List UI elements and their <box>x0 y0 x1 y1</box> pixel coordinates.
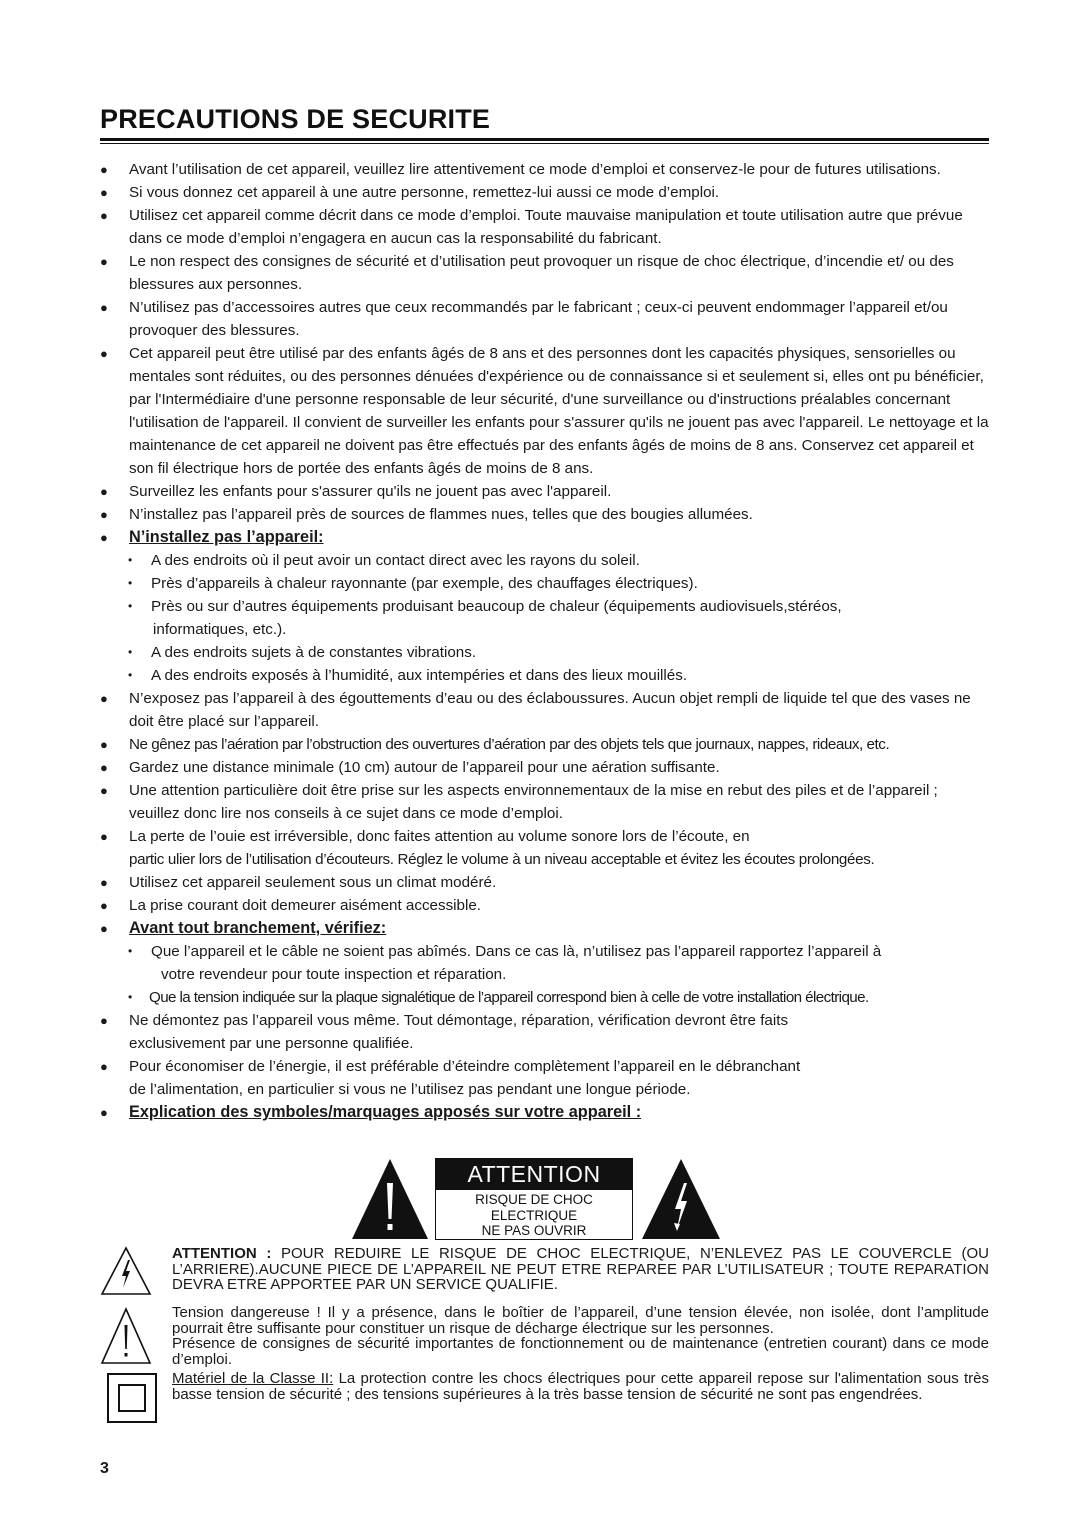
warning-label-line: NE PAS OUVRIR <box>481 1223 587 1238</box>
item-text: Utilisez cet appareil comme décrit dans ce mode d’emploi. Toute mauvaise manipulation et toute utilisation autre que prévue dans ce mode d’emploi n’engagera en aucun cas la responsabilité du fabricant. <box>129 207 963 247</box>
list-item <box>100 250 989 296</box>
bullet-icon: ● <box>100 898 108 913</box>
item-text: de l’alimentation, en particulier si vous ne l’utilisez pas pendant une longue période. <box>129 1081 691 1098</box>
sub-item <box>100 986 989 1009</box>
warning-label-line: ELECTRIQUE <box>490 1207 578 1223</box>
lightning-outline-icon <box>100 1246 152 1296</box>
title-rule-thick <box>100 138 989 141</box>
lightning-triangle-icon <box>640 1157 722 1241</box>
bullet-icon: ● <box>100 185 108 200</box>
section-heading-connection <box>100 917 989 940</box>
symbol-text-body: Présence de consignes de sécurité importantes de fonctionnement ou de maintenance (entretien courant) dans ce mode d’emploi. <box>172 1335 989 1368</box>
item-text: N’exposez pas l’appareil à des égouttements d’eau ou des éclaboussures. Aucun objet rempli de liquide tel que des vases ne doit être placé sur l’appareil. <box>129 690 971 730</box>
list-item <box>100 158 989 181</box>
list-item <box>100 296 989 342</box>
sub-item-text: Près d’appareils à chaleur rayonnante (par exemple, des chauffages électriques). <box>151 575 698 592</box>
symbol-text <box>172 1371 989 1402</box>
bullet-icon: ● <box>100 484 108 499</box>
item-text: partic ulier lors de l’utilisation d’écouteurs. Réglez le volume à un niveau acceptable et évitez les écoutes prolongées. <box>129 851 875 868</box>
bullet-icon: ● <box>100 875 108 890</box>
warning-banner <box>350 1157 722 1243</box>
list-item <box>100 1009 989 1055</box>
item-text: N’installez pas l’appareil près de sources de flammes nues, telles que des bougies allumées. <box>129 506 753 523</box>
bullet-icon: ● <box>100 1059 108 1074</box>
symbol-text <box>172 1305 989 1367</box>
symbol-text-body: Tension dangereuse ! Il y a présence, dans le boîtier de l’appareil, d’une tension élevée, non isolée, dont l’amplitude pourrait être suffisante pour constituer un risque de décharge électrique sur les personnes. <box>172 1304 989 1337</box>
item-text: exclusivement par une personne qualifiée. <box>129 1035 414 1052</box>
sub-item-text: votre revendeur pour toute inspection et réparation. <box>161 966 507 983</box>
sub-item-text: A des endroits où il peut avoir un contact direct avec les rayons du soleil. <box>151 552 640 569</box>
bullet-icon: ● <box>100 507 108 522</box>
exclamation-triangle-icon <box>350 1157 430 1241</box>
bullet-icon: ● <box>100 254 108 269</box>
symbol-text-lead: ATTENTION : <box>172 1245 272 1262</box>
sub-item-text: informatiques, etc.). <box>153 621 287 638</box>
sub-item-text: A des endroits exposés à l’humidité, aux intempéries et dans des lieux mouillés. <box>151 667 688 684</box>
list-item <box>100 756 989 779</box>
precautions-list <box>100 158 989 1124</box>
list-item <box>100 825 989 871</box>
heading-text: Explication des symboles/marquages apposés sur votre appareil : <box>129 1103 642 1121</box>
symbol-text <box>172 1246 989 1293</box>
list-item <box>100 342 989 480</box>
item-text: Gardez une distance minimale (10 cm) autour de l’appareil pour une aération suffisante. <box>129 759 720 776</box>
list-item <box>100 503 989 526</box>
symbol-row-exclamation <box>100 1305 989 1367</box>
sub-bullet-icon: • <box>128 990 132 1004</box>
bullet-icon: ● <box>100 1013 108 1028</box>
bullet-icon: ● <box>100 530 108 545</box>
section-heading-installation <box>100 526 989 549</box>
sub-item-text: A des endroits sujets à de constantes vibrations. <box>151 644 477 661</box>
exclamation-outline-icon <box>100 1307 152 1365</box>
item-text: Une attention particulière doit être prise sur les aspects environnementaux de la mise en rebut des piles et de l’appareil ; veuillez donc lire nos conseils à ce sujet dans ce mode d’emploi. <box>129 782 938 822</box>
list-item <box>100 480 989 503</box>
bullet-icon: ● <box>100 921 108 936</box>
symbol-text-lead: Matériel de la Classe II: <box>172 1370 334 1387</box>
list-item <box>100 687 989 733</box>
item-text: Avant l’utilisation de cet appareil, veuillez lire attentivement ce mode d’emploi et conservez-le pour de futures utilisations. <box>129 161 941 178</box>
item-text: Si vous donnez cet appareil à une autre personne, remettez-lui aussi ce mode d’emploi. <box>129 184 720 201</box>
sub-item <box>100 572 989 595</box>
bullet-icon: ● <box>100 1105 108 1120</box>
item-text: La prise courant doit demeurer aisément accessible. <box>129 897 482 914</box>
warning-label-line: RISQUE DE CHOC <box>475 1192 593 1207</box>
list-item <box>100 1055 989 1101</box>
sub-item <box>100 641 989 664</box>
sub-bullet-icon: • <box>128 576 133 590</box>
sub-bullet-icon: • <box>128 553 133 567</box>
item-text: Surveillez les enfants pour s'assurer qu'ils ne jouent pas avec l'appareil. <box>129 483 612 500</box>
bullet-icon: ● <box>100 208 108 223</box>
warning-label-header: ATTENTION <box>436 1159 632 1190</box>
item-text: Ne gênez pas l’aération par l’obstruction des ouvertures d’aération par des objets tels que journaux, nappes, rideaux, etc. <box>129 736 890 753</box>
item-text: Cet appareil peut être utilisé par des enfants âgés de 8 ans et des personnes dont les capacités physiques, sensorielles ou mentales sont réduites, ou des personnes dénuées d'expérience ou de connaissance si et seulement si, elles ont pu bénéficier, par l'Intermédiaire d'une personne responsable de leur sécurité, d'une surveillance ou d'instructions préalables concernant l'utilisation de l'appareil. Il convient de surveiller les enfants pour s'assurer qu'ils ne jouent pas avec l'appareil. Le nettoyage et la maintenance de cet appareil ne doivent pas être effectués par des enfants âgés de moins de 8 ans. Conservez cet appareil et son fil électrique hors de portée des enfants âgés de moins de 8 ans. <box>129 345 989 477</box>
list-item <box>100 204 989 250</box>
heading-text: N’installez pas l’appareil: <box>129 528 324 546</box>
item-text: Pour économiser de l’énergie, il est préférable d’éteindre complètement l’appareil en le débranchant <box>129 1058 801 1075</box>
page-title: PRECAUTIONS DE SECURITE <box>100 104 491 134</box>
symbol-row-class2 <box>100 1371 989 1425</box>
bullet-icon: ● <box>100 783 108 798</box>
sub-item <box>100 664 989 687</box>
symbol-text-body: POUR REDUIRE LE RISQUE DE CHOC ELECTRIQUE, N’ENLEVEZ PAS LE COUVERCLE (OU L’ARRIERE).AUCUNE PIECE DE L’APPAREIL NE PEUT ETRE REPAREE PAR L’UTILISATEUR ; TOUTE REPARATION DEVRA ETRE APPORTEE PAR UN SERVICE QUALIFIE. <box>172 1245 990 1293</box>
sub-item <box>100 549 989 572</box>
bullet-icon: ● <box>100 760 108 775</box>
bullet-icon: ● <box>100 346 108 361</box>
item-text: Ne démontez pas l’appareil vous même. Tout démontage, réparation, vérification devront être faits <box>129 1012 789 1029</box>
sub-item <box>100 595 989 641</box>
warning-label <box>435 1158 633 1240</box>
item-text: Utilisez cet appareil seulement sous un climat modéré. <box>129 874 497 891</box>
sub-bullet-icon: • <box>128 645 133 659</box>
symbol-text-body: La protection contre les chocs électriques pour cette appareil repose sur l'alimentation sous très basse tension de sécurité ; des tensions supérieures à la très basse tension de sécurité ne sont pas engendrées. <box>172 1370 989 1403</box>
sub-item-text: Que l’appareil et le câble ne soient pas abîmés. Dans ce cas là, n’utilisez pas l’appareil rapportez l’appareil à <box>151 943 882 960</box>
bullet-icon: ● <box>100 737 108 752</box>
bullet-icon: ● <box>100 300 108 315</box>
bullet-icon: ● <box>100 162 108 177</box>
list-item <box>100 733 989 756</box>
class2-double-square-icon <box>107 1373 157 1423</box>
heading-text: Avant tout branchement, vérifiez: <box>129 919 387 937</box>
item-text: N’utilisez pas d’accessoires autres que ceux recommandés par le fabricant ; ceux-ci peuvent endommager l’appareil et/ou provoquer des blessures. <box>129 299 948 339</box>
item-text: La perte de l’ouie est irréversible, donc faites attention au volume sonore lors de l’écoute, en <box>129 828 750 845</box>
symbol-row-lightning <box>100 1246 989 1304</box>
item-text: Le non respect des consignes de sécurité et d’utilisation peut provoquer un risque de choc électrique, d’incendie et/ ou des blessures aux personnes. <box>129 253 954 293</box>
sub-bullet-icon: • <box>128 944 133 958</box>
page-number: 3 <box>100 1460 109 1477</box>
bullet-icon: ● <box>100 691 108 706</box>
sub-item-text: Que la tension indiquée sur la plaque signalétique de l’appareil correspond bien à celle de votre installation électrique. <box>149 989 869 1006</box>
list-item <box>100 181 989 204</box>
list-item <box>100 779 989 825</box>
sub-item-text: Près ou sur d’autres équipements produisant beaucoup de chaleur (équipements audiovisuels,stéréos, <box>151 598 842 615</box>
sub-item <box>100 940 989 986</box>
title-rule-thin <box>100 143 989 144</box>
section-heading-symbols <box>100 1101 989 1124</box>
sub-bullet-icon: • <box>128 599 133 613</box>
list-item <box>100 871 989 894</box>
bullet-icon: ● <box>100 829 108 844</box>
list-item <box>100 894 989 917</box>
sub-bullet-icon: • <box>128 668 133 682</box>
